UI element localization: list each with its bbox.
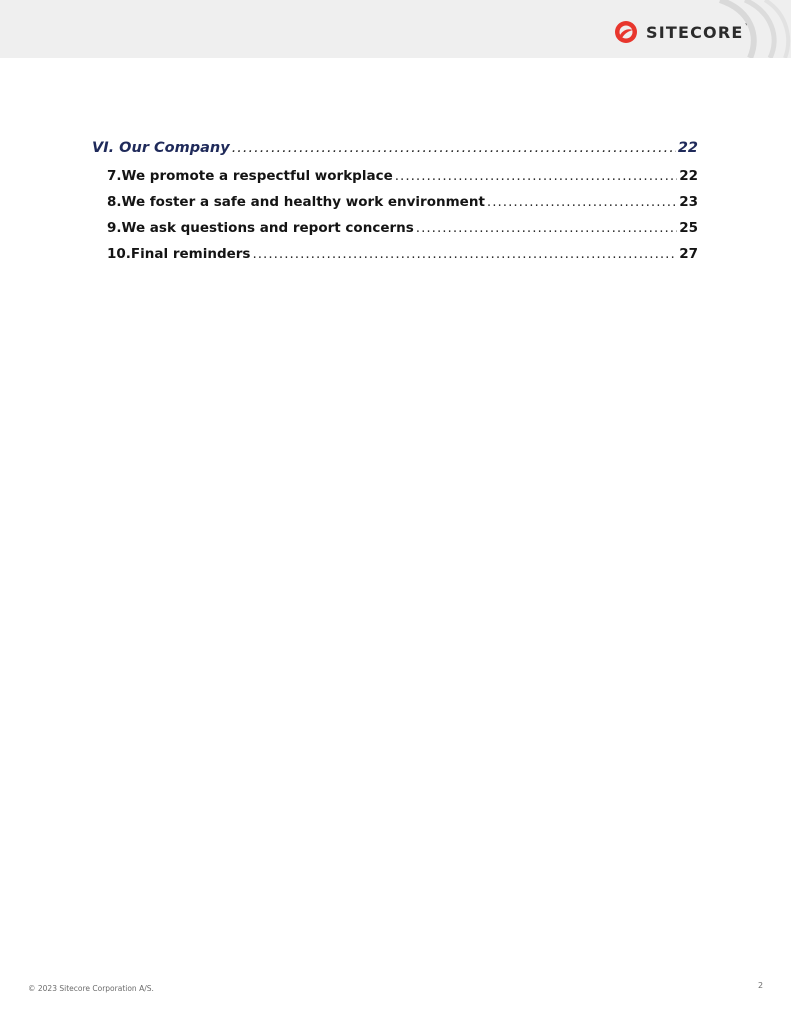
toc-item[interactable] xyxy=(92,194,698,220)
toc-item-number: 8. xyxy=(107,194,122,210)
toc-item-number: 7. xyxy=(107,168,122,184)
toc-leader xyxy=(252,246,677,262)
toc-item-page: 23 xyxy=(679,194,698,210)
toc-item-title: Final reminders xyxy=(130,246,251,262)
footer-page-number: 2 xyxy=(758,981,764,990)
page-header xyxy=(0,0,791,58)
toc-item-page: 27 xyxy=(679,246,698,262)
toc-item-page: 25 xyxy=(679,220,698,236)
toc-section-our-company[interactable] xyxy=(92,140,698,168)
table-of-contents xyxy=(92,140,698,272)
footer-copyright: © 2023 Sitecore Corporation A/S. xyxy=(28,984,154,993)
toc-item-number: 9. xyxy=(107,220,122,236)
toc-leader xyxy=(487,194,677,210)
toc-leader xyxy=(395,168,677,184)
toc-leader xyxy=(416,220,677,236)
toc-item-number: 10. xyxy=(107,246,131,262)
toc-item[interactable] xyxy=(92,168,698,194)
toc-item[interactable] xyxy=(92,220,698,246)
toc-item-title: We ask questions and report concerns xyxy=(121,220,414,236)
brand-name: SITECORE™ xyxy=(646,22,752,42)
toc-leader xyxy=(232,140,676,156)
toc-section-title: VI. Our Company xyxy=(92,140,230,156)
toc-item-title: We promote a respectful workplace xyxy=(121,168,393,184)
toc-item-page: 22 xyxy=(679,168,698,184)
toc-item-title: We foster a safe and healthy work environment xyxy=(121,194,485,210)
sitecore-logo-icon xyxy=(614,20,638,44)
header-swoosh-graphic xyxy=(690,0,791,58)
toc-section-page: 22 xyxy=(677,140,698,156)
toc-item[interactable] xyxy=(92,246,698,272)
